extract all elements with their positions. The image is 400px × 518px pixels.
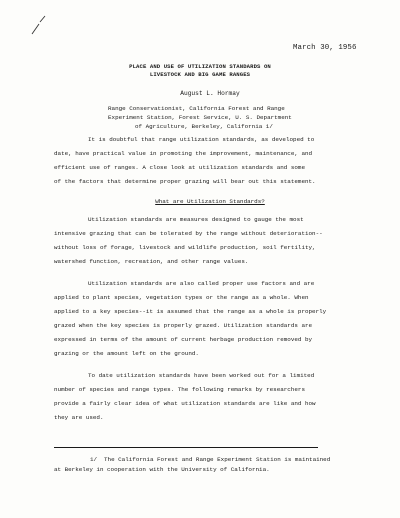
para2-line-5: expressed in terms of the amount of current herbage production removed by xyxy=(54,336,313,343)
footnote-marker: 1/ xyxy=(90,456,98,463)
footnote-divider xyxy=(54,447,318,448)
author-name: August L. Hormay xyxy=(180,90,240,97)
affiliation-line-3: of Agriculture, Berkeley, California 1/ xyxy=(135,123,273,130)
intro-line-3: efficient use of ranges. A close look at utilization standards and some xyxy=(54,164,305,171)
title-line-1: PLACE AND USE OF UTILIZATION STANDARDS ON xyxy=(129,63,271,70)
para1-line-2: intensive grazing that can be tolerated by the range without deterioration-- xyxy=(54,230,323,237)
section-heading: What are Utilization Standards? xyxy=(155,198,265,205)
intro-line-4: of the factors that determine proper grazing will bear out this statement. xyxy=(54,178,316,185)
footnote-line-2: at Berkeley in cooperation with the University of California. xyxy=(54,466,270,473)
document-date: March 30, 1956 xyxy=(293,44,357,52)
para3-line-1: To date utilization standards have been worked out for a limited xyxy=(88,372,315,379)
intro-line-2: date, have practical value in promoting the improvement, maintenance, and xyxy=(54,150,313,157)
para1-line-1: Utilization standards are measures designed to gauge the most xyxy=(88,216,304,223)
affiliation-line-1: Range Conservationist, California Forest and Range xyxy=(108,105,285,112)
para3-line-4: they are used. xyxy=(54,414,104,421)
para2-line-4: grazed when the key species is properly grazed. Utilization standards are xyxy=(54,322,313,329)
footnote-line-1: The California Forest and Range Experiment Station is maintained xyxy=(104,456,331,463)
intro-line-1: It is doubtful that range utilization standards, as developed to xyxy=(88,136,315,143)
para2-line-3: applied to a key species--it is assumed that the range as a whole is properly xyxy=(54,308,327,315)
affiliation-line-2: Experiment Station, Forest Service, U. S. Department xyxy=(108,114,292,121)
para1-line-3: without loss of forage, livestock and wildlife production, soil fertility, xyxy=(54,244,316,251)
title-line-2: LIVESTOCK AND BIG GAME RANGES xyxy=(149,71,251,78)
para1-line-4: watershed function, recreation, and other range values. xyxy=(54,258,249,265)
para2-line-2: applied to plant species, vegetation types or the range as a whole. When xyxy=(54,294,309,301)
para3-line-2: number of species and range types. The following remarks by researchers xyxy=(54,386,305,393)
pen-mark xyxy=(30,14,48,36)
para2-line-6: grazing or the amount left on the ground. xyxy=(54,350,199,357)
para2-line-1: Utilization standards are also called proper use factors and are xyxy=(88,280,315,287)
para3-line-3: provide a fairly clear idea of what utilization standards are like and how xyxy=(54,400,316,407)
